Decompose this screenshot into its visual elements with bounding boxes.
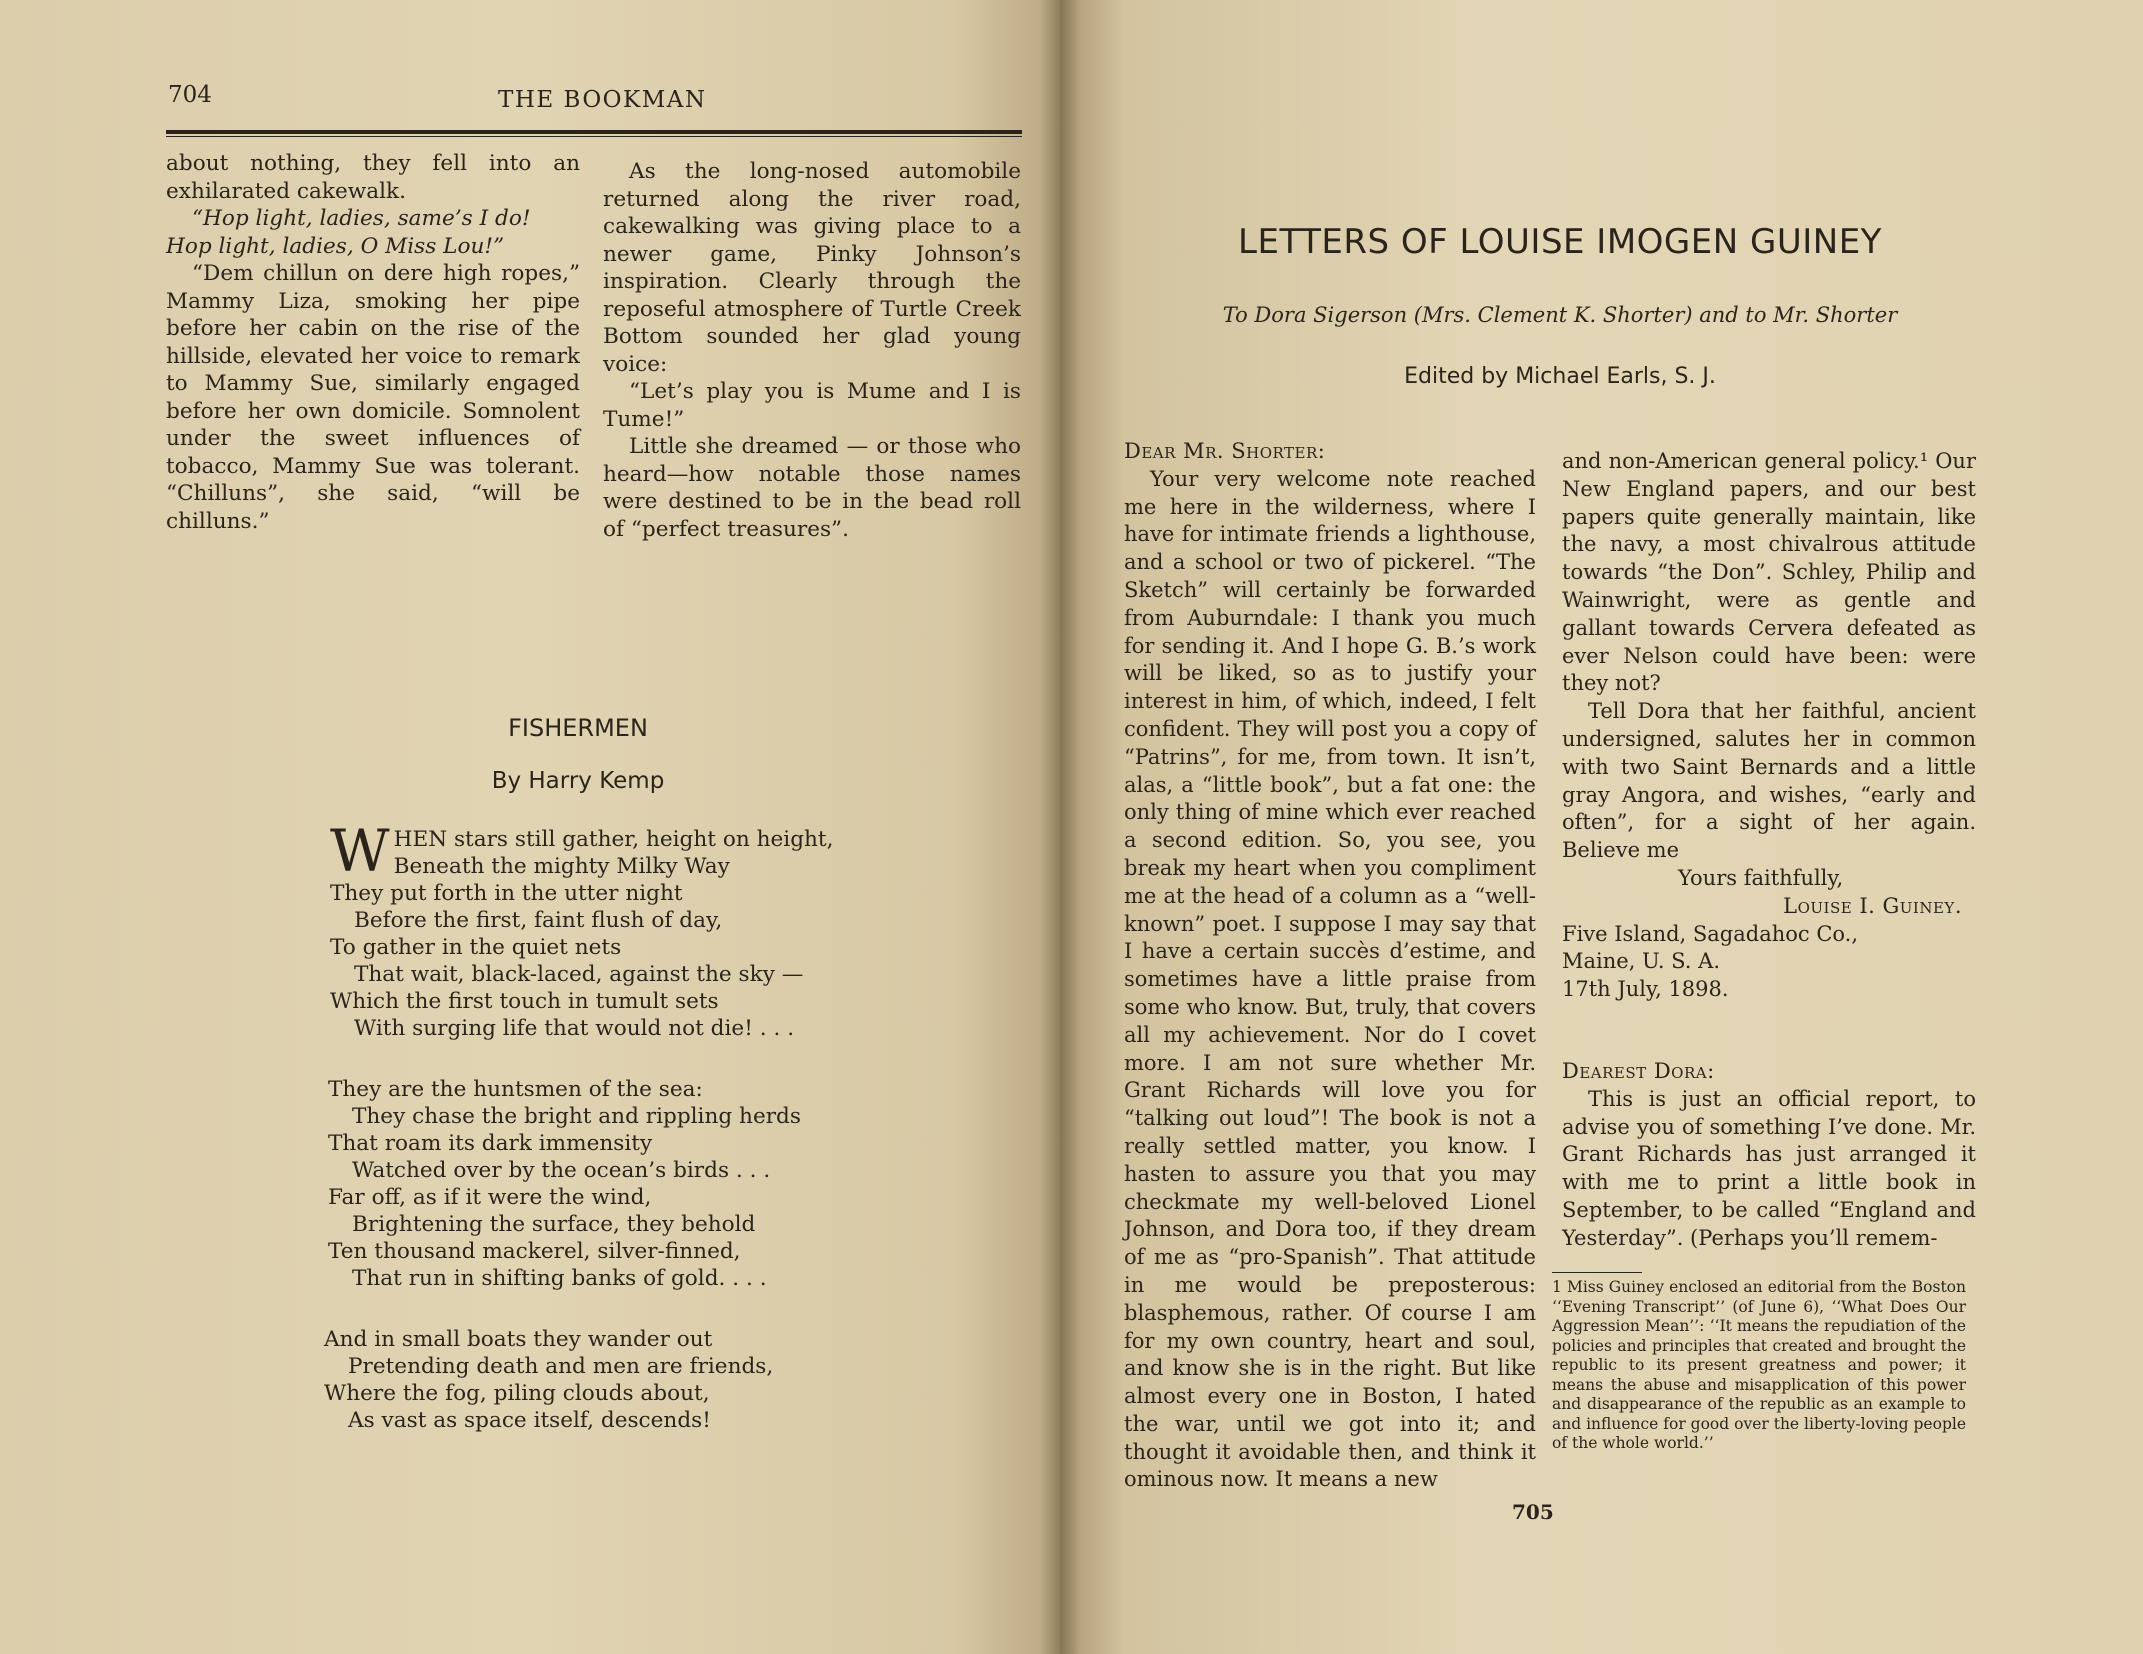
article-editor: Edited by Michael Earls, S. J.	[1404, 364, 1716, 389]
poem-line: And in small boats they wander out	[324, 1327, 713, 1352]
poem-line: They put forth in the utter night	[330, 881, 683, 906]
article-subtitle: To Dora Sigerson (Mrs. Clement K. Shorter) and to Mr. Shorter	[1222, 303, 1898, 327]
poem-line: Brightening the surface, they behold	[352, 1212, 756, 1237]
letter-body: Your very welcome note reached me here in the wilderness, where I have for intimate friends a lighthouse, and a school or two of pickerel. “The Sketch” will certainly be forwarded from Auburndale: I thank you much for sending it. And I hope G. B.’s work will be liked, so as to justify your interest in him, of which, indeed, I felt confident. They will post you a copy of “Patrins”, for me, from town. It isn’t, alas, a “little book”, but a fat one: the only thing of mine which ever reached a second edition. So, you see, you break my heart when you compliment me at the head of a column as a “well-known” poet. I suppose I may say that I have a certain succès d’estime, and sometimes have a little praise from some who know. But, truly, that covers all my achievement. Nor do I covet more. I am not sure whether Mr. Grant Richards will love you for “talking out loud”! The book is not a really settled matter, you know. I hasten to assure you that you may checkmate my well-beloved Lionel Johnson, and Dora too, if they dream of me as “pro-Spanish”. That attitude in me would be preposterous: blasphemous, rather. Of course I am for my own country, heart and soul, and know she is in the right. But like almost every one in Boston, I hated the war, until we got into it; and thought it avoidable then, and think it ominous now. It means a new	[1124, 466, 1536, 1492]
running-head: THE BOOKMAN	[498, 87, 707, 113]
poem-line: Where the fog, piling clouds about,	[324, 1381, 710, 1406]
header-rule-thin	[166, 136, 1022, 137]
salutation: Dearest Dora:	[1562, 1058, 1715, 1083]
story-column-1	[166, 150, 580, 535]
poem-line: That roam its dark immensity	[328, 1131, 653, 1156]
letter-body: and non-American general policy.¹ Our New England papers, and our best papers quite generally maintain, like the navy, a most chivalrous attitude towards “the Don”. Schley, Philip and Wainwright, were as gentle and gallant towards Cervera defeated as ever Nelson could have been: were they not?	[1562, 449, 1976, 696]
letter-column-2	[1562, 448, 1976, 1253]
right-page-number: 705	[1512, 1500, 1554, 1524]
poem-line: As vast as space itself, descends!	[348, 1408, 711, 1433]
poem-line: Beneath the mighty Milky Way	[393, 854, 730, 879]
footnote: 1 Miss Guiney enclosed an editorial from the Boston ‘‘Evening Transcript’’ (of June 6), ‘‘What Does Our Aggression Mean’’: ‘‘It means the repudiation of the policies and principles that created and brought the republic to its present greatness and power; it means the abuse and misapplication of this power and disappearance of the republic as an example to and influence for good over the liberty-loving people of the whole world.’’	[1552, 1278, 1966, 1452]
address-line: Five Island, Sagadahoc Co.,	[1562, 921, 1859, 946]
poem-line: With surging life that would not die! . . .	[354, 1016, 795, 1041]
poem-line: Before the first, faint flush of day,	[354, 908, 723, 933]
article-title: LETTERS OF LOUISE IMOGEN GUINEY	[1238, 222, 1882, 262]
paragraph: Little she dreamed — or those who heard—how notable those names were destined to be in the bead roll of “perfect treasures”.	[603, 434, 1021, 542]
left-page-number: 704	[168, 82, 212, 108]
header-rule	[166, 130, 1022, 134]
poem-line: That run in shifting banks of gold. . . .	[352, 1266, 767, 1291]
drop-cap: W	[330, 817, 390, 885]
footnote-rule	[1552, 1272, 1642, 1273]
poem-line: To gather in the quiet nets	[330, 935, 622, 960]
poem-author: By Harry Kemp	[491, 768, 665, 794]
poem-line: They chase the bright and rippling herds	[352, 1104, 801, 1129]
song-line: “Hop light, ladies, same’s I do!	[192, 206, 531, 231]
poem-line: Watched over by the ocean’s birds . . .	[352, 1158, 771, 1183]
paragraph: “Let’s play you is Mume and I is Tume!”	[603, 379, 1021, 432]
signature: Louise I. Guiney.	[1783, 893, 1962, 918]
letter-body: Tell Dora that her faithful, ancient undersigned, salutes her in common with two Saint Bernards and a little gray Angora, and wishes, “early and often”, for a sight of her again. Believe me	[1562, 699, 1976, 863]
story-column-2	[603, 158, 1021, 543]
poem-line: HEN stars still gather, height on height,	[393, 827, 834, 852]
poem-line: They are the huntsmen of the sea:	[328, 1077, 703, 1102]
paragraph: As the long-nosed automobile returned along the river road, cakewalking was giving place to a newer game, Pinky Johnson’s inspiration. Clearly through the reposeful atmosphere of Turtle Creek Bottom sounded her glad young voice:	[603, 159, 1021, 377]
letter-date: 17th July, 1898.	[1562, 977, 1729, 1002]
poem-stanza-2	[328, 1076, 868, 1292]
salutation: Dear Mr. Shorter:	[1124, 439, 1326, 463]
address-line: Maine, U. S. A.	[1562, 949, 1720, 974]
spacer	[1562, 1004, 1976, 1058]
letter-body: This is just an official report, to advise you of something I’ve done. Mr. Grant Richards has just arranged it with me to print a little book in September, to be called “England and Yesterday”. (Perhaps you’ll remem-	[1562, 1086, 1976, 1250]
poem-line: Pretending death and men are friends,	[348, 1354, 774, 1379]
closing: Yours faithfully,	[1678, 865, 1844, 890]
poem-stanza-1	[330, 817, 870, 1042]
book-gutter	[1040, 0, 1080, 1654]
paragraph: about nothing, they fell into an exhilarated cakewalk.	[166, 151, 580, 204]
poem-line: Which the first touch in tumult sets	[330, 989, 719, 1014]
letter-column-1	[1124, 438, 1536, 1494]
poem-title: FISHERMEN	[508, 714, 648, 742]
poem-line: Far off, as if it were the wind,	[328, 1185, 652, 1210]
poem-line: Ten thousand mackerel, silver-finned,	[328, 1239, 741, 1264]
song-line: Hop light, ladies, O Miss Lou!”	[166, 233, 505, 259]
paragraph: “Dem chillun on dere high ropes,” Mammy Liza, smoking her pipe before her cabin on the rise of the hillside, elevated her voice to remark to Mammy Sue, similarly engaged before her own domicile. Somnolent under the sweet influences of tobacco, Mammy Sue was tolerant. “Chilluns”, she said, “will be chilluns.”	[166, 261, 580, 534]
poem-stanza-3	[324, 1326, 864, 1434]
poem-line: That wait, black-laced, against the sky —	[354, 962, 804, 987]
